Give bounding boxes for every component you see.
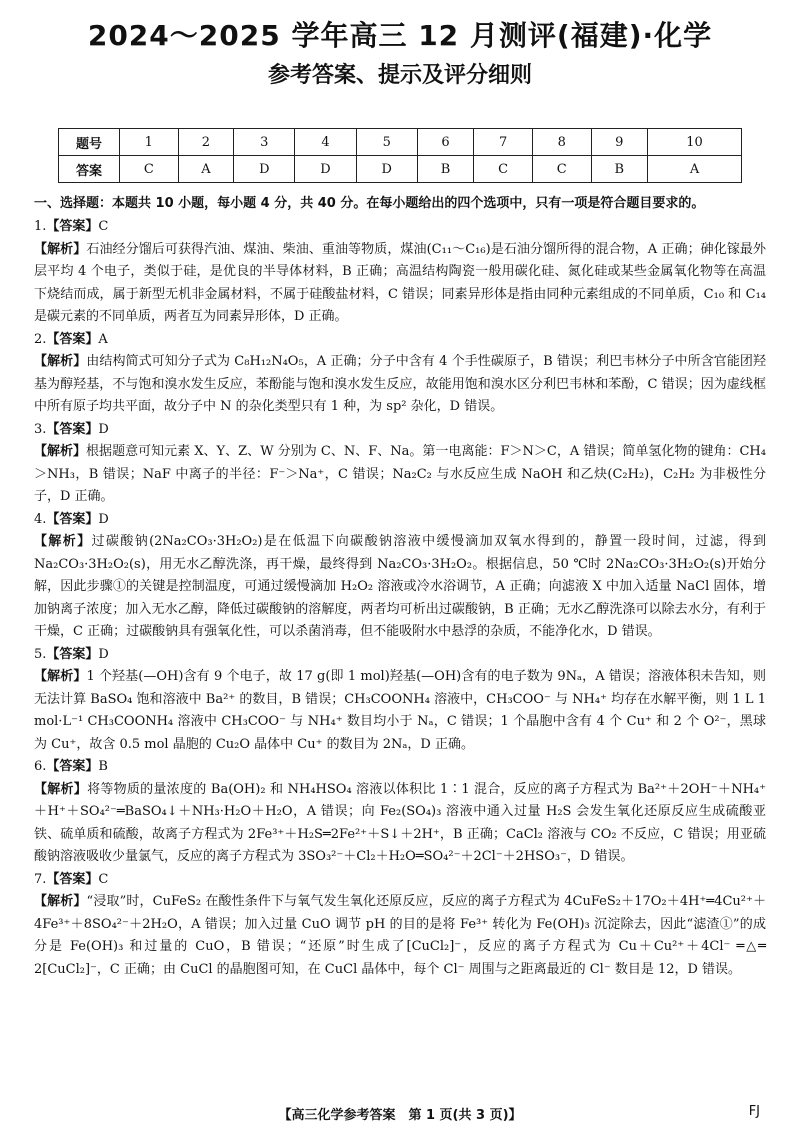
answer-line [34, 756, 766, 779]
question-number-cell: 6 [417, 129, 474, 156]
answer-cell: C [532, 156, 591, 183]
question-number-cell: 1 [120, 129, 179, 156]
page-footer: 【高三化学参考答案 第 1 页(共 3 页)】 [278, 1108, 522, 1123]
section-heading: 一、选择题：本题共 10 小题，每小题 4 分，共 40 分。在每小题给出的四个选项中，只有一项是符合题目要求的。 [34, 196, 705, 211]
analysis-tag: 【解析】 [34, 894, 87, 909]
analysis-text: 根据题意可知元素 X、Y、Z、W 分别为 C、N、F、Na。第一电离能：F＞N＞C，A 错误；简单氢化物的键角：CH₄＞NH₃，B 错误；NaF 中离子的半径：F⁻＞Na⁺，C 错误；Na₂C₂ 与水反应生成 NaOH 和乙炔(C₂H₂)，C₂H₂ 为非极性分子，D 正确。 [34, 444, 766, 504]
question-block [34, 419, 766, 509]
answer-value: A [98, 331, 108, 347]
analysis-paragraph [34, 351, 766, 419]
answer-header: 答案 [59, 156, 120, 183]
answer-cell: A [648, 156, 742, 183]
answer-tag: 【答案】 [46, 421, 99, 437]
answer-tag: 【答案】 [46, 219, 99, 234]
analysis-paragraph [34, 239, 766, 329]
question-number-cell: 4 [295, 129, 356, 156]
answer-value: C [98, 219, 109, 234]
answer-cell: B [417, 156, 474, 183]
answer-cell: D [356, 156, 417, 183]
question-number: 7. [34, 871, 47, 887]
analysis-text: 1 个羟基(—OH)含有 9 个电子，故 17 g(即 1 mol)羟基(—OH)含有的电子数为 9Nₐ，A 错误；溶液体积未告知，则无法计算 BaSO₄ 饱和溶液中 Ba²⁺ 的数目，B 错误；CH₃COONH₄ 溶液中，CH₃COO⁻ 与 NH₄⁺ 均存在水解平衡，则 1 L 1 mol·L⁻¹ CH₃COONH₄ 溶液中 CH₃COO⁻ 与 NH₄⁺ 数目均小于 Nₐ，C 错误；1 个晶胞中含有 4 个 Cu⁺ 和 2 个 O²⁻，黑球为 Cu⁺，故含 0.5 mol 晶胞的 Cu₂O 晶体中 Cu⁺ 的数目为 2Nₐ，D 正确。 [34, 669, 766, 752]
analysis-paragraph [34, 441, 766, 509]
question-number-row [59, 129, 742, 156]
answer-cell: D [234, 156, 295, 183]
region-code: FJ [748, 1104, 760, 1119]
analysis-tag: 【解析】 [34, 669, 87, 684]
answer-value: C [98, 871, 109, 887]
question-number-cell: 7 [474, 129, 533, 156]
question-number: 2. [34, 331, 47, 347]
analysis-paragraph [34, 891, 766, 981]
question-number-cell: 10 [648, 129, 742, 156]
question-block [34, 756, 766, 869]
answer-value: B [98, 759, 108, 774]
answer-tag: 【答案】 [46, 331, 99, 347]
analysis-text: “浸取”时，CuFeS₂ 在酸性条件下与氧气发生氧化还原反应，反应的离子方程式为 4CuFeS₂＋17O₂＋4H⁺═4Cu²⁺＋4Fe³⁺＋8SO₄²⁻＋2H₂O，A 错误；加入过量 CuO 调节 pH 的目的是将 Fe³⁺ 转化为 Fe(OH)₃ 沉淀除去，因此“滤渣①”的成分是 Fe(OH)₃ 和过量的 CuO，B 错误；“还原”时生成了[CuCl₂]⁻，反应的离子方程式为 Cu＋Cu²⁺＋4Cl⁻ ═△═ 2[CuCl₂]⁻，C 正确；由 CuCl 的晶胞图可知，在 CuCl 晶体中，每个 Cl⁻ 周围与之距离最近的 Cl⁻ 数目是 12，D 错误。 [34, 894, 766, 977]
question-number-cell: 3 [234, 129, 295, 156]
question-number: 3. [34, 421, 47, 437]
analysis-paragraph [34, 531, 766, 644]
question-block [34, 869, 766, 982]
question-number: 6. [34, 759, 47, 774]
answer-line [34, 329, 766, 352]
question-block [34, 509, 766, 644]
answer-line [34, 644, 766, 667]
analysis-paragraph [34, 779, 766, 869]
analysis-tag: 【解析】 [34, 241, 87, 257]
answer-line [34, 869, 766, 892]
page-subtitle: 参考答案、提示及评分细则 [267, 63, 532, 88]
answer-value: D [98, 646, 109, 662]
answer-cell: C [474, 156, 533, 183]
answer-tag: 【答案】 [46, 511, 99, 527]
page-title: 2024～2025 学年高三 12 月测评(福建)·化学 [87, 19, 713, 52]
answer-row [59, 156, 742, 183]
answer-key-table [58, 128, 742, 183]
analysis-text: 过碳酸钠(2Na₂CO₃·3H₂O₂)是在低温下向碳酸钠溶液中缓慢滴加双氧水得到的，静置一段时间，过滤，得到 Na₂CO₃·3H₂O₂(s)，用无水乙醇洗涤，再干燥，最终得到 Na₂CO₃·3H₂O₂。根据信息，50 ℃时 2Na₂CO₃·3H₂O₂(s)开始分解，因此步骤①的关键是控制温度，可通过缓慢滴加 H₂O₂ 溶液或冷水浴调节，A 正确；向滤液 X 中加入适量 NaCl 固体，增加钠离子浓度；加入无水乙醇，降低过碳酸钠的溶解度，两者均可析出过碳酸钠，B 正确；无水乙醇洗涤可以除去水分，有利于干燥，C 正确；过碳酸钠具有强氧化性，可以杀菌消毒，但不能吸附水中悬浮的杂质，不能净化水，D 错误。 [34, 534, 766, 639]
answer-line [34, 509, 766, 532]
analysis-tag: 【解析】 [34, 354, 87, 369]
analysis-text: 将等物质的量浓度的 Ba(OH)₂ 和 NH₄HSO₄ 溶液以体积比 1∶1 混合，反应的离子方程式为 Ba²⁺＋2OH⁻＋NH₄⁺＋H⁺＋SO₄²⁻═BaSO₄↓＋NH₃·H₂O＋H₂O，A 错误；向 Fe₂(SO₄)₃ 溶液中通入过量 H₂S 会发生氧化还原反应生成硫酸亚铁、硫单质和硫酸，故离子方程式为 2Fe³⁺＋H₂S═2Fe²⁺＋S↓＋2H⁺，B 正确；CaCl₂ 溶液与 CO₂ 不反应，C 错误；用亚硫酸钠溶液吸收少量氯气，反应的离子方程式为 3SO₃²⁻＋Cl₂＋H₂O═SO₄²⁻＋2Cl⁻＋2HSO₃⁻，D 错误。 [34, 781, 766, 864]
analysis-tag: 【解析】 [34, 534, 92, 549]
answer-cell: C [120, 156, 179, 183]
answer-line [34, 216, 766, 239]
question-number-header: 题号 [59, 129, 120, 156]
answer-cell: A [178, 156, 234, 183]
answer-value: D [98, 511, 109, 527]
analysis-text: 由结构简式可知分子式为 C₈H₁₂N₄O₅，A 正确；分子中含有 4 个手性碳原子，B 错误；利巴韦林分子中所含官能团羟基为醇羟基，不与饱和溴水发生反应，苯酚能与饱和溴水发生反应，故能用饱和溴水区分利巴韦林和苯酚，C 错误；因为虚线框中所有原子均共平面，故分子中 N 的杂化类型只有 1 种，为 sp² 杂化，D 错误。 [34, 354, 766, 414]
question-number: 4. [34, 511, 47, 527]
answer-line [34, 419, 766, 442]
question-number-cell: 8 [532, 129, 591, 156]
answer-tag: 【答案】 [46, 871, 99, 887]
question-block [34, 216, 766, 329]
analysis-tag: 【解析】 [34, 781, 88, 797]
analysis-tag: 【解析】 [34, 444, 87, 459]
answer-tag: 【答案】 [46, 646, 99, 662]
question-number-cell: 5 [356, 129, 417, 156]
answer-value: D [98, 421, 109, 437]
answer-cell: B [591, 156, 648, 183]
question-block [34, 644, 766, 757]
question-number-cell: 2 [178, 129, 234, 156]
answer-tag: 【答案】 [46, 759, 99, 774]
question-number: 1. [34, 219, 47, 234]
solutions-body [34, 216, 766, 981]
answer-cell: D [295, 156, 356, 183]
analysis-text: 石油经分馏后可获得汽油、煤油、柴油、重油等物质，煤油(C₁₁～C₁₆)是石油分馏所得的混合物，A 正确；砷化镓最外层平均 4 个电子，类似于硅，是优良的半导体材料，B 正确；高温结构陶瓷一般用碳化硅、氮化硅或某些金属氧化物等在高温下烧结而成，属于新型无机非金属材料，不属于硅酸盐材料，C 错误；同素异形体是指由同种元素组成的不同单质，C₁₀ 和 C₁₄ 是碳元素的不同单质，两者互为同素异形体，D 正确。 [34, 241, 766, 324]
question-number-cell: 9 [591, 129, 648, 156]
analysis-paragraph [34, 666, 766, 756]
question-block [34, 329, 766, 419]
question-number: 5. [34, 646, 47, 662]
